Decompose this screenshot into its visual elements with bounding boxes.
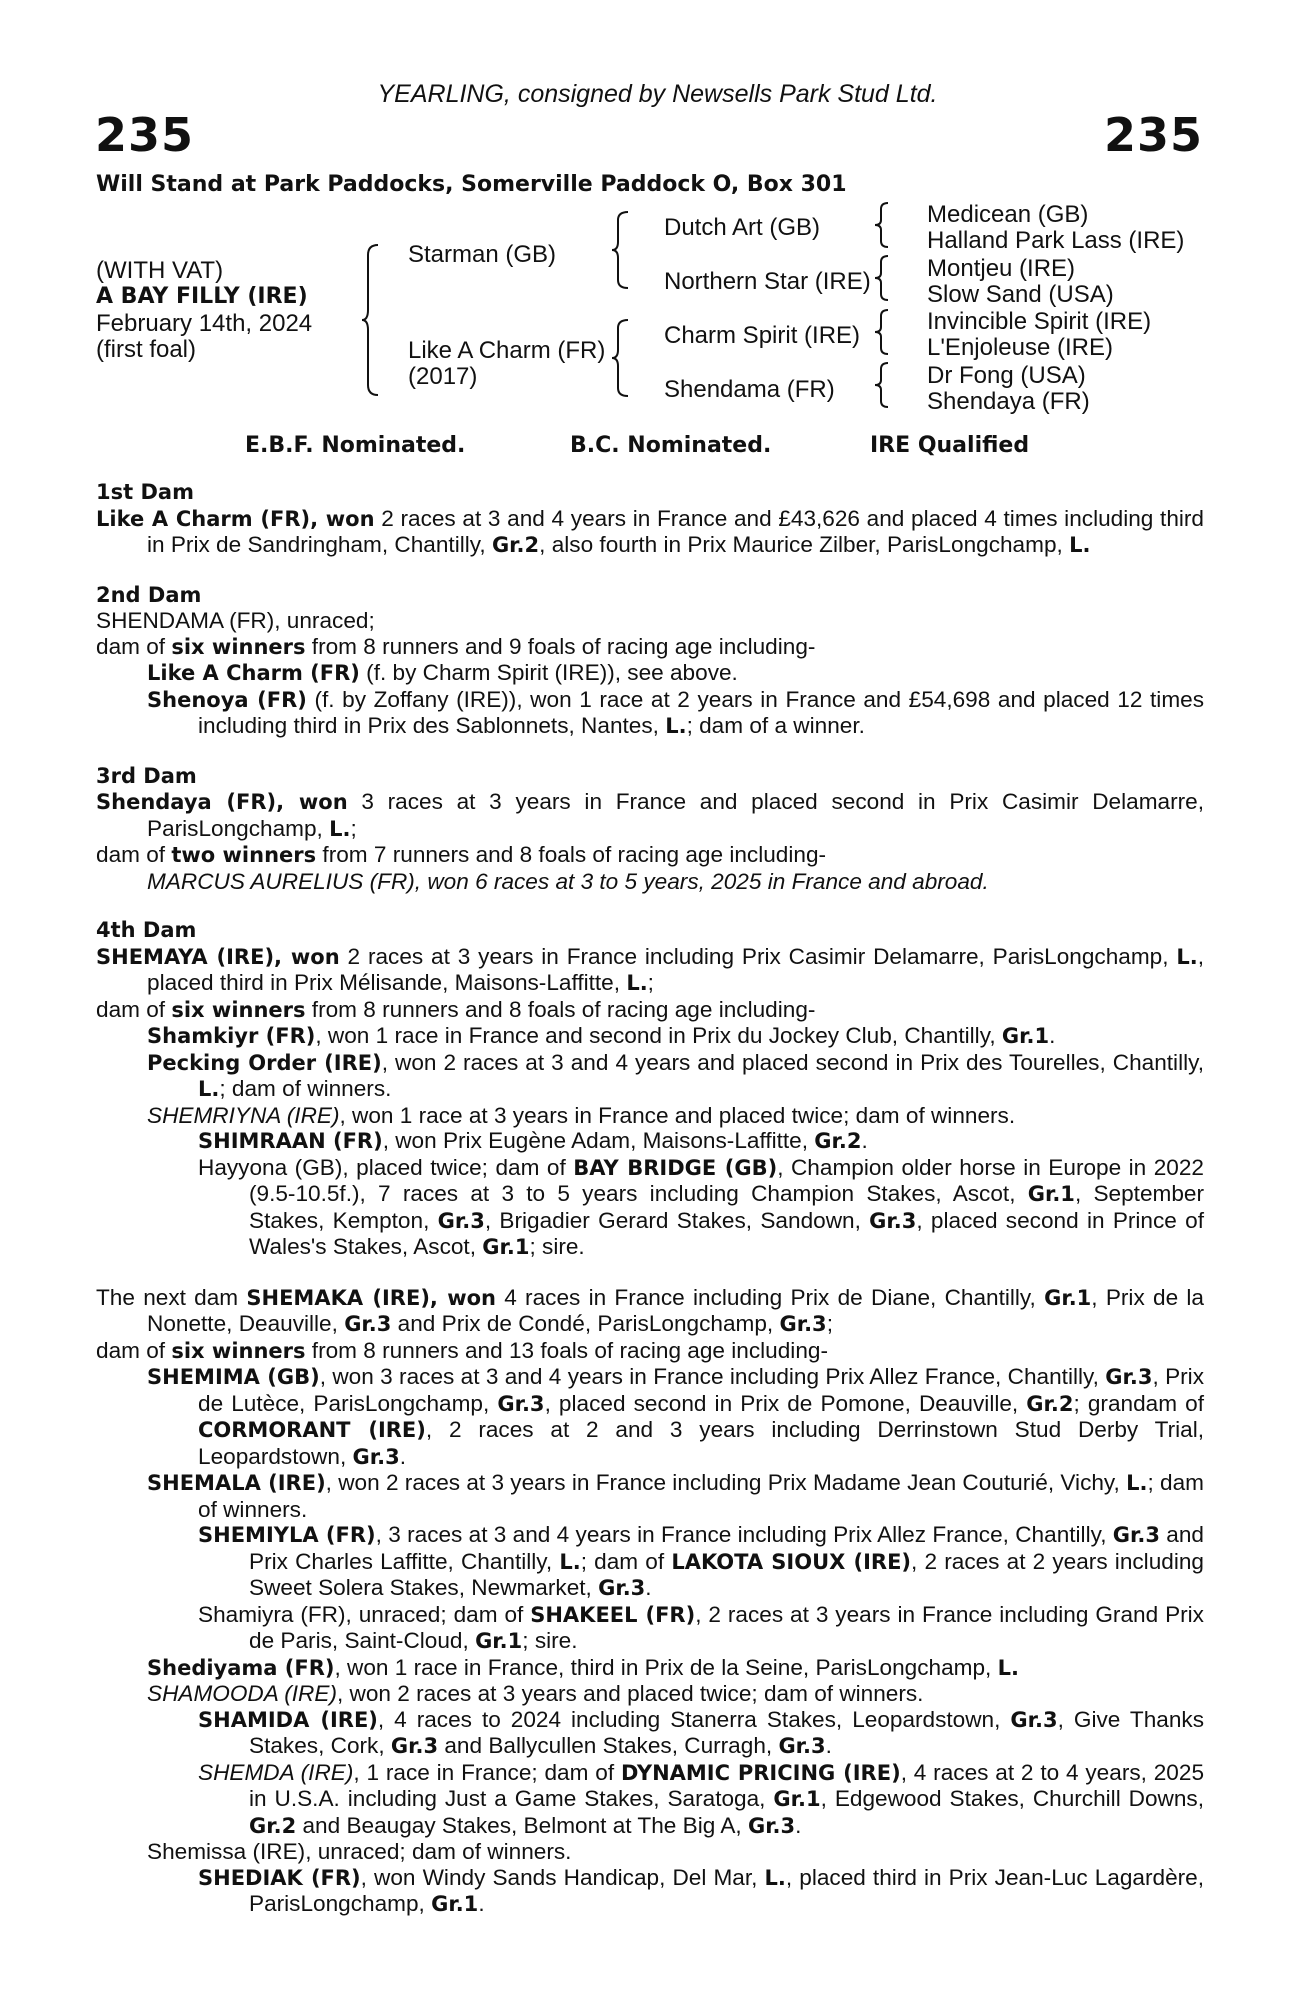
pedigree-g3-4: Slow Sand (USA)	[927, 281, 1114, 308]
pedigree-dam-sire: Charm Spirit (IRE)	[664, 322, 861, 349]
grade: Gr.2	[1026, 1391, 1074, 1416]
pedigree-g3-3: Montjeu (IRE)	[927, 255, 1076, 282]
listed: L.	[997, 1655, 1019, 1680]
text: 2 races at 3 years in France including Prix Casimir Delamarre, ParisLongchamp,	[339, 943, 1177, 969]
text: , Prix de Lutèce, ParisLongchamp,	[198, 1364, 1205, 1416]
text: ; dam of	[580, 1548, 672, 1574]
spacer	[96, 740, 1204, 764]
pedigree-bracket-7	[872, 360, 896, 410]
text: , won 2 races at 3 years in France including Prix Madame Jean Couturié, Vichy,	[325, 1470, 1127, 1495]
text: , won 1 race in France, third in Prix de la Seine, ParisLongchamp,	[334, 1654, 998, 1680]
text: (f. by Zoffany (IRE)), won 1 race at 2 years in France and £54,698 and placed 12 times including third in Prix des Sablonnets, Nantes,	[198, 686, 1205, 738]
produce-entry	[96, 1023, 1204, 1050]
produce-entry	[96, 1707, 1204, 1760]
horse-name: DYNAMIC PRICING (IRE)	[620, 1760, 901, 1785]
horse-name: LAKOTA SIOUX (IRE)	[671, 1549, 912, 1574]
listed: L.	[329, 816, 351, 841]
text: , Prix de la Nonette, Deauville,	[147, 1284, 1204, 1336]
text: , September Stakes, Kempton,	[249, 1181, 1204, 1233]
text: ;	[826, 1311, 833, 1336]
text: , placed second in Prince of Wales's Stakes, Ascot,	[249, 1207, 1204, 1259]
text: , won 2 races at 3 years and placed twice; dam of winners.	[336, 1681, 924, 1706]
horse-name: Shendaya (FR), won	[96, 790, 348, 814]
text: ; dam of winners.	[219, 1076, 392, 1101]
text: , won 6 races at 3 to 5 years, 2025 in France and abroad.	[414, 868, 989, 894]
grade: Gr.2	[491, 533, 540, 557]
grade: Gr.3	[352, 1444, 400, 1469]
text: 2 races at 3 and 4 years in France and £43,626 and placed 4 times including third in Prix de Sandringham, Chantilly,	[147, 505, 1204, 557]
text: dam of	[96, 1337, 172, 1363]
text: ;	[350, 815, 357, 841]
text: .	[399, 1443, 406, 1469]
pedigree-sire: Starman (GB)	[408, 241, 557, 268]
text: .	[1049, 1023, 1056, 1048]
text: , won 2 races at 3 and 4 years and placed second in Prix des Tourelles, Chantilly,	[381, 1049, 1205, 1075]
listed: L.	[665, 714, 687, 738]
listed: L.	[1126, 1471, 1148, 1495]
lot-number-left: 235	[95, 108, 195, 162]
grade: Gr.2	[249, 1813, 297, 1838]
text: The next dam	[96, 1284, 247, 1310]
grade: Gr.1	[1044, 1285, 1092, 1310]
pedigree-bracket-5	[872, 253, 896, 303]
third-dam-entry	[96, 789, 1204, 842]
horse-name: SHIMRAAN (FR)	[198, 1129, 383, 1153]
text: .	[861, 1128, 868, 1153]
text: from 7 runners and 8 foals of racing age including-	[316, 842, 827, 867]
text: from 8 runners and 9 foals of racing age including-	[305, 633, 816, 659]
winners-count: six winners	[171, 634, 306, 659]
second-dam-heading: 2nd Dam	[96, 582, 202, 607]
text: 3 races at 3 years in France and placed second in Prix Casimir Delamarre, ParisLongchamp,	[147, 789, 1204, 841]
text: , 2 races at 3 years in France including Grand Prix de Paris, Saint-Cloud,	[249, 1601, 1204, 1653]
text: , 1 race in France; dam of	[353, 1759, 621, 1785]
pedigree-g3-1: Medicean (GB)	[927, 201, 1089, 228]
produce-entry	[96, 1681, 1204, 1707]
text: , 2 races at 2 years including Sweet Solera Stakes, Newmarket,	[249, 1548, 1204, 1600]
text: ; dam of winners.	[198, 1470, 1204, 1522]
horse-name: SHEMIMA (GB)	[147, 1365, 320, 1389]
horse-name: SHAMIDA (IRE)	[198, 1707, 378, 1732]
pedigree-bracket-3	[610, 316, 640, 400]
grade: Gr.3	[1105, 1365, 1153, 1389]
text: and Beaugay Stakes, Belmont at The Big A,	[296, 1812, 748, 1838]
text: and Ballycullen Stakes, Curragh,	[438, 1733, 779, 1758]
pedigree-sire-sire: Dutch Art (GB)	[664, 214, 821, 241]
grade: Gr.2	[814, 1129, 862, 1153]
text: , 4 races to 2024 including Stanerra Stakes, Leopardstown,	[377, 1706, 1011, 1732]
text: dam of	[96, 996, 172, 1022]
spacer	[96, 1261, 1204, 1285]
foal-note: (first foal)	[96, 336, 197, 363]
text: , 2 races at 2 and 3 years including Derrinstown Stud Derby Trial, Leopardstown,	[198, 1417, 1205, 1469]
fourth-dam-heading: 4th Dam	[96, 918, 197, 942]
text: dam of	[96, 633, 172, 659]
grade: Gr.3	[747, 1813, 796, 1838]
horse-name: SHEMAYA (IRE), won	[96, 944, 340, 969]
grade: Gr.3	[1112, 1523, 1160, 1547]
text: , won Windy Sands Handicap, Del Mar,	[360, 1864, 765, 1890]
text: .	[795, 1812, 802, 1838]
lot-number-right: 235	[1103, 108, 1203, 162]
horse-name: A BAY FILLY (IRE)	[96, 284, 308, 309]
text: and Prix Charles Laffitte, Chantilly,	[249, 1522, 1205, 1574]
winners-count: six winners	[171, 997, 306, 1022]
text: , Edgewood Stakes, Churchill Downs,	[820, 1786, 1204, 1811]
produce-entry	[96, 1602, 1204, 1655]
text: Shamiyra (FR), unraced; dam of	[198, 1601, 531, 1627]
horse-name: Shenoya (FR)	[147, 687, 307, 712]
pedigree-bracket-1	[360, 240, 390, 400]
second-dam-line: SHENDAMA (FR), unraced;	[96, 608, 375, 633]
next-dam-entry	[96, 1285, 1204, 1338]
horse-name: Shediyama (FR)	[147, 1655, 335, 1680]
produce-entry	[96, 660, 1204, 687]
horse-name: SHEDIAK (FR)	[198, 1865, 361, 1890]
grade: Gr.1	[482, 1235, 530, 1259]
horse-name: SHEMDA (IRE)	[198, 1759, 354, 1785]
pedigree-g3-7: Dr Fong (USA)	[927, 362, 1086, 389]
listed: L.	[559, 1549, 581, 1574]
pedigree-bracket-2	[610, 208, 640, 292]
text: 4 races in France including Prix de Diane, Chantilly,	[495, 1284, 1045, 1310]
text: from 8 runners and 8 foals of racing age including-	[305, 996, 816, 1022]
text: , placed third in Prix Jean-Luc Lagardère, ParisLongchamp,	[249, 1864, 1205, 1916]
produce-entry	[96, 687, 1204, 740]
ebf-nominated: E.B.F. Nominated.	[245, 433, 466, 458]
pedigree-g3-6: L'Enjoleuse (IRE)	[927, 334, 1113, 361]
produce-entry	[96, 1470, 1204, 1522]
third-dam-produce	[96, 842, 1204, 869]
grade: Gr.1	[773, 1787, 821, 1811]
text: , Champion older horse in Europe in 2022 (9.5-10.5f.), 7 races at 3 to 5 years including Champion Stakes, Ascot,	[249, 1154, 1204, 1206]
first-dam-entry	[96, 506, 1204, 559]
produce-entry	[96, 1865, 1204, 1918]
pedigree-bracket-4	[872, 200, 896, 250]
horse-name: SHAKEEL (FR)	[530, 1602, 696, 1627]
consignor-line: YEARLING, consigned by Newsells Park Stud Ltd.	[377, 80, 938, 108]
grade: Gr.3	[778, 1734, 826, 1758]
bc-nominated: B.C. Nominated.	[570, 433, 772, 458]
pedigree-dam: Like A Charm (FR)	[408, 337, 606, 364]
listed: L.	[1176, 944, 1198, 969]
text: dam of	[96, 842, 172, 867]
grade: Gr.3	[779, 1312, 827, 1336]
first-dam-heading: 1st Dam	[96, 480, 194, 504]
text: ; sire.	[522, 1628, 578, 1653]
horse-name: BAY BRIDGE (GB)	[573, 1155, 778, 1180]
next-dam-produce	[96, 1338, 1204, 1365]
listed: L.	[1069, 533, 1091, 557]
grade: Gr.3	[497, 1391, 545, 1416]
text: and Prix de Condé, ParisLongchamp,	[391, 1311, 780, 1336]
vat-note: (WITH VAT)	[96, 257, 224, 284]
foaling-date: February 14th, 2024	[96, 310, 313, 337]
text: , won 1 race in France and second in Prix du Jockey Club, Chantilly,	[315, 1023, 1002, 1048]
horse-name: Pecking Order (IRE)	[147, 1050, 382, 1075]
horse-name: SHEMRIYNA (IRE)	[147, 1102, 340, 1128]
text: , won 3 races at 3 and 4 years in France including Prix Allez France, Chantilly,	[319, 1364, 1106, 1389]
grade: Gr.3	[598, 1576, 646, 1600]
text: Hayyona (GB), placed twice; dam of	[198, 1154, 574, 1180]
text: from 8 runners and 13 foals of racing age including-	[305, 1337, 828, 1363]
horse-name: Like A Charm (FR), won	[96, 506, 375, 531]
produce-entry	[96, 1155, 1204, 1261]
listed: L.	[626, 971, 648, 995]
produce-entry	[96, 1655, 1204, 1682]
text: , also fourth in Prix Maurice Zilber, ParisLongchamp,	[539, 532, 1070, 557]
text: , 4 races at 2 to 4 years, 2025 in U.S.A. including Just a Game Stakes, Saratoga,	[249, 1759, 1205, 1811]
text: , 3 races at 3 and 4 years in France including Prix Allez France, Chantilly,	[375, 1522, 1113, 1547]
text: ; dam of a winner.	[686, 713, 865, 738]
produce-entry	[96, 1103, 1204, 1129]
text: ; sire.	[529, 1234, 585, 1259]
fourth-dam-produce	[96, 997, 1204, 1024]
pedigree-dam-year: (2017)	[408, 363, 478, 390]
text: , won 1 race at 3 years in France and placed twice; dam of winners.	[339, 1102, 1016, 1128]
spacer	[96, 894, 1204, 918]
text: , won Prix Eugène Adam, Maisons-Laffitte,	[382, 1128, 815, 1153]
pedigree-bracket-6	[872, 307, 896, 357]
fourth-dam-entry	[96, 944, 1204, 997]
grade: Gr.3	[869, 1208, 917, 1233]
horse-name: SHEMAKA (IRE), won	[246, 1285, 496, 1310]
spacer	[96, 559, 1204, 583]
third-dam-heading: 3rd Dam	[96, 763, 197, 788]
text: , placed third in Prix Mélisande, Maisons-Laffitte,	[147, 943, 1204, 995]
text: , Brigadier Gerard Stakes, Sandown,	[484, 1207, 870, 1233]
produce-entry	[96, 1760, 1204, 1840]
pedigree-sire-dam: Northern Star (IRE)	[664, 268, 871, 295]
winners-count: two winners	[171, 843, 317, 867]
horse-name: CORMORANT (IRE)	[198, 1418, 426, 1442]
text: .	[645, 1575, 652, 1600]
grade: Gr.1	[1027, 1182, 1075, 1206]
text: , placed second in Prix de Pomone, Deauville,	[544, 1390, 1027, 1416]
stable-location: Will Stand at Park Paddocks, Somerville Paddock O, Box 301	[96, 172, 847, 197]
produce-entry	[96, 869, 1204, 895]
second-dam-produce	[96, 634, 1204, 661]
grade: Gr.3	[390, 1734, 439, 1758]
pedigree-g3-8: Shendaya (FR)	[927, 388, 1090, 415]
horse-name: SHEMIYLA (FR)	[198, 1523, 376, 1547]
produce-entry	[96, 1128, 1204, 1155]
horse-name: Shamkiyr (FR)	[147, 1024, 316, 1048]
horse-name: Like A Charm (FR)	[147, 661, 360, 685]
listed: L.	[198, 1077, 220, 1101]
text: .	[478, 1891, 485, 1916]
text: , Give Thanks Stakes, Cork,	[249, 1706, 1205, 1758]
pedigree-dam-dam: Shendama (FR)	[664, 376, 835, 403]
grade: Gr.1	[1001, 1024, 1050, 1048]
grade: Gr.1	[431, 1892, 479, 1916]
winners-count: six winners	[171, 1338, 306, 1363]
grade: Gr.1	[475, 1629, 523, 1653]
grade: Gr.3	[1010, 1707, 1058, 1732]
horse-name: SHEMALA (IRE)	[147, 1471, 326, 1495]
horse-name: SHAMOODA (IRE)	[147, 1681, 337, 1706]
produce-entry	[96, 1050, 1204, 1103]
grade: Gr.3	[344, 1312, 392, 1336]
text: ; grandam of	[1073, 1390, 1204, 1416]
listed: L.	[764, 1865, 786, 1890]
text: (f. by Charm Spirit (IRE)), see above.	[359, 660, 738, 685]
pedigree-g3-5: Invincible Spirit (IRE)	[927, 308, 1152, 335]
horse-name: MARCUS AURELIUS (FR)	[147, 868, 415, 894]
produce-record	[96, 480, 1204, 1918]
grade: Gr.3	[437, 1208, 485, 1233]
text: .	[825, 1733, 832, 1758]
produce-entry	[96, 1364, 1204, 1470]
text: ;	[647, 970, 654, 995]
produce-entry	[96, 1522, 1204, 1602]
ire-qualified: IRE Qualified	[870, 433, 1030, 458]
produce-entry: Shemissa (IRE), unraced; dam of winners.	[147, 1839, 572, 1864]
pedigree-g3-2: Halland Park Lass (IRE)	[927, 227, 1185, 254]
